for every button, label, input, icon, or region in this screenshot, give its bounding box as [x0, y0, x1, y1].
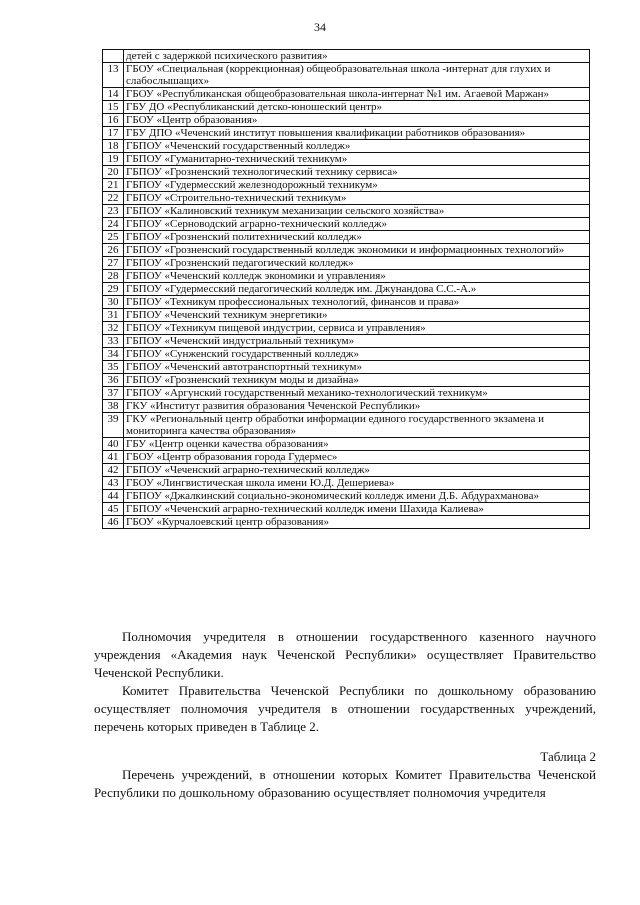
table-row	[103, 387, 590, 400]
institution-name-cell: ГБОУ «Специальная (коррекционная) общеобразовательная школа -интернат для глухих и слабослышащих»	[124, 63, 590, 88]
institution-name-cell: ГБОУ «Центр образования»	[124, 114, 590, 127]
institution-name-cell: ГБПОУ «Чеченский колледж экономики и управления»	[124, 270, 590, 283]
institution-name-cell: ГБПОУ «Грозненский политехнический колледж»	[124, 231, 590, 244]
row-number-cell: 31	[103, 309, 124, 322]
institution-name-cell: ГБПОУ «Строительно-технический техникум»	[124, 192, 590, 205]
row-number-cell: 46	[103, 516, 124, 529]
institution-name-cell: ГБПОУ «Грозненский педагогический колледж»	[124, 257, 590, 270]
row-number-cell: 29	[103, 283, 124, 296]
table-row	[103, 231, 590, 244]
row-number-cell: 38	[103, 400, 124, 413]
institution-name-cell: ГБПОУ «Джалкинский социально-экономический колледж имени Д.Б. Абдурахманова»	[124, 490, 590, 503]
row-number-cell: 33	[103, 335, 124, 348]
institution-name-cell: ГБПОУ «Аргунский государственный механико-технологический техникум»	[124, 387, 590, 400]
table-row	[103, 451, 590, 464]
table-2-title: Перечень учреждений, в отношении которых Комитет Правительства Чеченской Республики по дошкольному образованию осуществляет полномочия учредителя	[94, 767, 596, 800]
institution-name-cell: ГБПОУ «Гудермесский педагогический колледж им. Джунандова С.С.-А.»	[124, 283, 590, 296]
table-row	[103, 322, 590, 335]
table-row	[103, 503, 590, 516]
table-row	[103, 153, 590, 166]
table-row	[103, 438, 590, 451]
row-number-cell: 20	[103, 166, 124, 179]
table-row	[103, 140, 590, 153]
row-number-cell: 13	[103, 63, 124, 88]
table-row	[103, 270, 590, 283]
row-number-cell: 15	[103, 101, 124, 114]
institution-name-cell: ГКУ «Региональный центр обработки информации единого государственного экзамена и мониторинга качества образования»	[124, 413, 590, 438]
row-number-cell: 26	[103, 244, 124, 257]
table-row	[103, 114, 590, 127]
table-row	[103, 361, 590, 374]
row-number-cell: 36	[103, 374, 124, 387]
table-row	[103, 244, 590, 257]
row-number-cell: 23	[103, 205, 124, 218]
row-number-cell: 25	[103, 231, 124, 244]
row-number-cell: 34	[103, 348, 124, 361]
table-row	[103, 166, 590, 179]
paragraph-academy-founder: Полномочия учредителя в отношении государственного казенного научного учреждения «Академия наук Чеченской Республики» осуществляет Правительство Чеченской Республики.	[94, 629, 596, 680]
paragraph-committee: Комитет Правительства Чеченской Республики по дошкольному образованию осуществляет полномочия учредителя в отношении государственных учреждений, перечень которых приведен в Таблице 2.	[94, 683, 596, 734]
institution-name-cell: ГБОУ «Центр образования города Гудермес»	[124, 451, 590, 464]
table-row	[103, 477, 590, 490]
row-number-cell: 28	[103, 270, 124, 283]
institution-name-cell: ГБПОУ «Калиновский техникум механизации сельского хозяйства»	[124, 205, 590, 218]
row-number-cell	[103, 50, 124, 63]
row-number-cell: 32	[103, 322, 124, 335]
institution-name-cell: ГБПОУ «Грозненский техникум моды и дизайна»	[124, 374, 590, 387]
table-row	[103, 179, 590, 192]
institution-name-cell: ГБПОУ «Техникум пищевой индустрии, сервиса и управления»	[124, 322, 590, 335]
row-number-cell: 17	[103, 127, 124, 140]
institution-name-cell: ГБОУ «Республиканская общеобразовательная школа-интернат №1 им. Агаевой Маржан»	[124, 88, 590, 101]
table-row	[103, 192, 590, 205]
institution-name-cell: ГБУ ДПО «Чеченский институт повышения квалификации работников образования»	[124, 127, 590, 140]
table-row	[103, 296, 590, 309]
institution-name-cell: ГБПОУ «Чеченский аграрно-технический колледж имени Шахида Калиева»	[124, 503, 590, 516]
table-row	[103, 490, 590, 503]
table-row	[103, 127, 590, 140]
institution-name-cell: ГБОУ «Курчалоевский центр образования»	[124, 516, 590, 529]
row-number-cell: 16	[103, 114, 124, 127]
row-number-cell: 43	[103, 477, 124, 490]
institution-name-cell: ГБОУ «Лингвистическая школа имени Ю.Д. Дешериева»	[124, 477, 590, 490]
table-row	[103, 218, 590, 231]
row-number-cell: 30	[103, 296, 124, 309]
table-row	[103, 50, 590, 63]
table-row	[103, 63, 590, 88]
institution-name-cell: ГБПОУ «Чеченский аграрно-технический колледж»	[124, 464, 590, 477]
institution-name-cell: ГБПОУ «Техникум профессиональных технологий, финансов и права»	[124, 296, 590, 309]
row-number-cell: 44	[103, 490, 124, 503]
institution-name-cell: детей с задержкой психического развития»	[124, 50, 590, 63]
table-row	[103, 464, 590, 477]
institution-name-cell: ГБПОУ «Чеченский техникум энергетики»	[124, 309, 590, 322]
row-number-cell: 24	[103, 218, 124, 231]
institutions-table	[102, 49, 590, 529]
table-row	[103, 205, 590, 218]
row-number-cell: 27	[103, 257, 124, 270]
row-number-cell: 37	[103, 387, 124, 400]
row-number-cell: 21	[103, 179, 124, 192]
institution-name-cell: ГБПОУ «Грозненский технологический технику сервиса»	[124, 166, 590, 179]
institution-name-cell: ГБПОУ «Чеченский государственный колледж»	[124, 140, 590, 153]
table-row	[103, 101, 590, 114]
institutions-table-body	[103, 50, 590, 529]
row-number-cell: 35	[103, 361, 124, 374]
table-2-caption: Таблица 2	[540, 749, 596, 764]
row-number-cell: 14	[103, 88, 124, 101]
row-number-cell: 18	[103, 140, 124, 153]
institution-name-cell: ГБПОУ «Грозненский государственный колледж экономики и информационных технологий»	[124, 244, 590, 257]
page-number: 34	[314, 20, 326, 34]
row-number-cell: 45	[103, 503, 124, 516]
table-row	[103, 309, 590, 322]
institution-name-cell: ГБПОУ «Гуманитарно-технический техникум»	[124, 153, 590, 166]
institution-name-cell: ГБУ «Центр оценки качества образования»	[124, 438, 590, 451]
row-number-cell: 19	[103, 153, 124, 166]
institution-name-cell: ГБПОУ «Серноводский аграрно-технический колледж»	[124, 218, 590, 231]
table-row	[103, 88, 590, 101]
row-number-cell: 42	[103, 464, 124, 477]
institution-name-cell: ГКУ «Институт развития образования Чеченской Республики»	[124, 400, 590, 413]
institution-name-cell: ГБПОУ «Чеченский индустриальный техникум»	[124, 335, 590, 348]
institution-name-cell: ГБПОУ «Сунженский государственный колледж»	[124, 348, 590, 361]
row-number-cell: 22	[103, 192, 124, 205]
row-number-cell: 40	[103, 438, 124, 451]
institution-name-cell: ГБУ ДО «Республиканский детско-юношеский центр»	[124, 101, 590, 114]
table-row	[103, 516, 590, 529]
table-row	[103, 283, 590, 296]
institution-name-cell: ГБПОУ «Гудермесский железнодорожный техникум»	[124, 179, 590, 192]
row-number-cell: 41	[103, 451, 124, 464]
table-row	[103, 335, 590, 348]
institution-name-cell: ГБПОУ «Чеченский автотранспортный техникум»	[124, 361, 590, 374]
table-row	[103, 413, 590, 438]
table-row	[103, 374, 590, 387]
table-row	[103, 348, 590, 361]
table-row	[103, 257, 590, 270]
table-row	[103, 400, 590, 413]
row-number-cell: 39	[103, 413, 124, 438]
